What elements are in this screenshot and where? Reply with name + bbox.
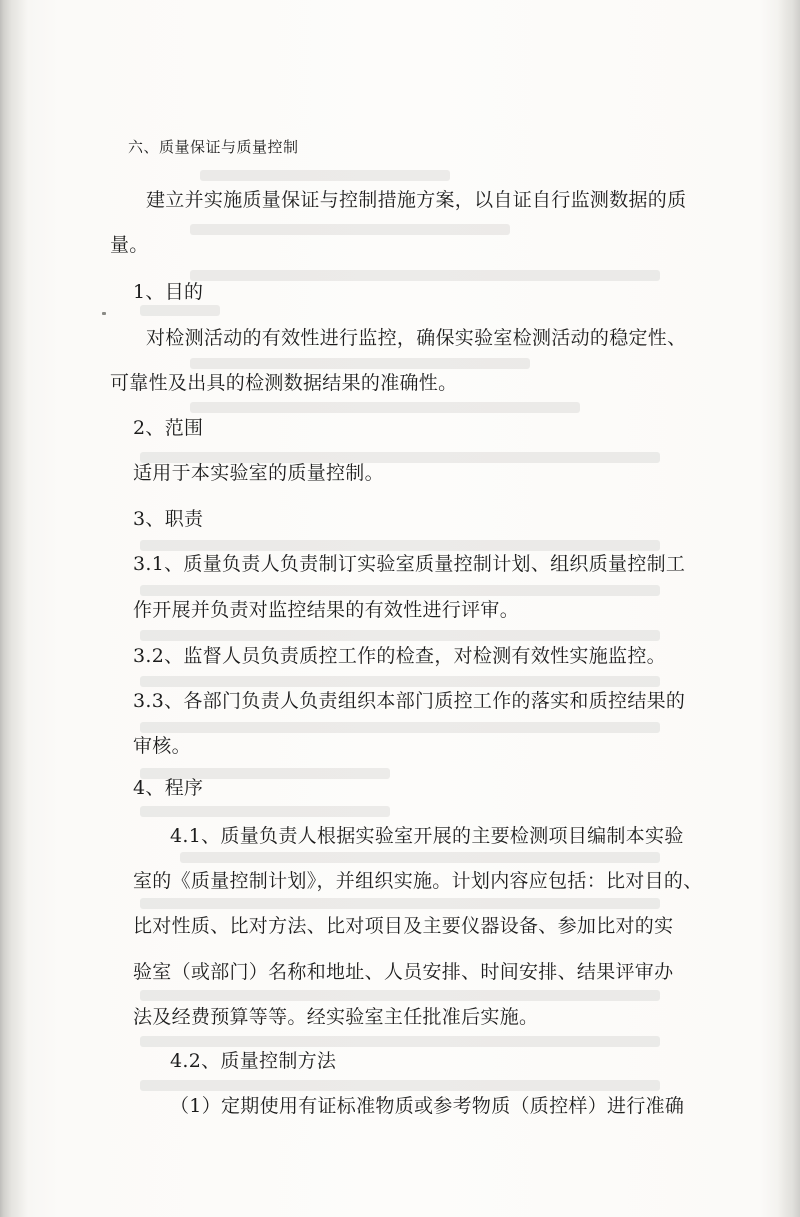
purpose-paragraph-line: 对检测活动的有效性进行监控，确保实验室检测活动的稳定性、 (146, 327, 687, 349)
section-heading: 六、质量保证与质量控制 (128, 138, 299, 156)
subsection-title-purpose: 1、目的 (133, 281, 204, 303)
subsection-title-scope: 2、范围 (133, 417, 204, 439)
responsibility-3-1-line: 3.1、质量负责人负责制订实验室质量控制计划、组织质量控制工 (133, 553, 686, 575)
intro-paragraph-line: 建立并实施质量保证与控制措施方案，以自证自行监测数据的质 (146, 189, 687, 211)
procedure-4-1-line: 验室（或部门）名称和地址、人员安排、时间安排、结果评审办 (133, 961, 674, 983)
purpose-paragraph-line: 可靠性及出具的检测数据结果的准确性。 (110, 372, 458, 394)
subsection-title-procedure: 4、程序 (133, 777, 204, 799)
procedure-4-1-line: 室的《质量控制计划》，并组织实施。计划内容应包括：比对目的、 (133, 870, 703, 892)
procedure-4-2-title: 4.2、质量控制方法 (170, 1050, 337, 1072)
responsibility-3-3-line: 审核。 (133, 735, 191, 757)
responsibility-3-1-line: 作开展并负责对监控结果的有效性进行评审。 (133, 599, 520, 621)
responsibility-3-3-line: 3.3、各部门负责人负责组织本部门质控工作的落实和质控结果的 (133, 690, 686, 712)
procedure-4-1-line: 法及经费预算等等。经实验室主任批准后实施。 (133, 1006, 539, 1028)
intro-paragraph-line: 量。 (110, 234, 149, 256)
responsibility-3-2-line: 3.2、监督人员负责质控工作的检查，对检测有效性实施监控。 (133, 645, 666, 667)
subsection-title-responsibilities: 3、职责 (133, 508, 204, 530)
procedure-4-1-line: 4.1、质量负责人根据实验室开展的主要检测项目编制本实验 (170, 825, 684, 847)
scope-paragraph-line: 适用于本实验室的质量控制。 (133, 462, 384, 484)
quality-control-method-item: （1）定期使用有证标准物质或参考物质（质控样）进行准确 (170, 1095, 685, 1117)
procedure-4-1-line: 比对性质、比对方法、比对项目及主要仪器设备、参加比对的实 (133, 915, 674, 937)
